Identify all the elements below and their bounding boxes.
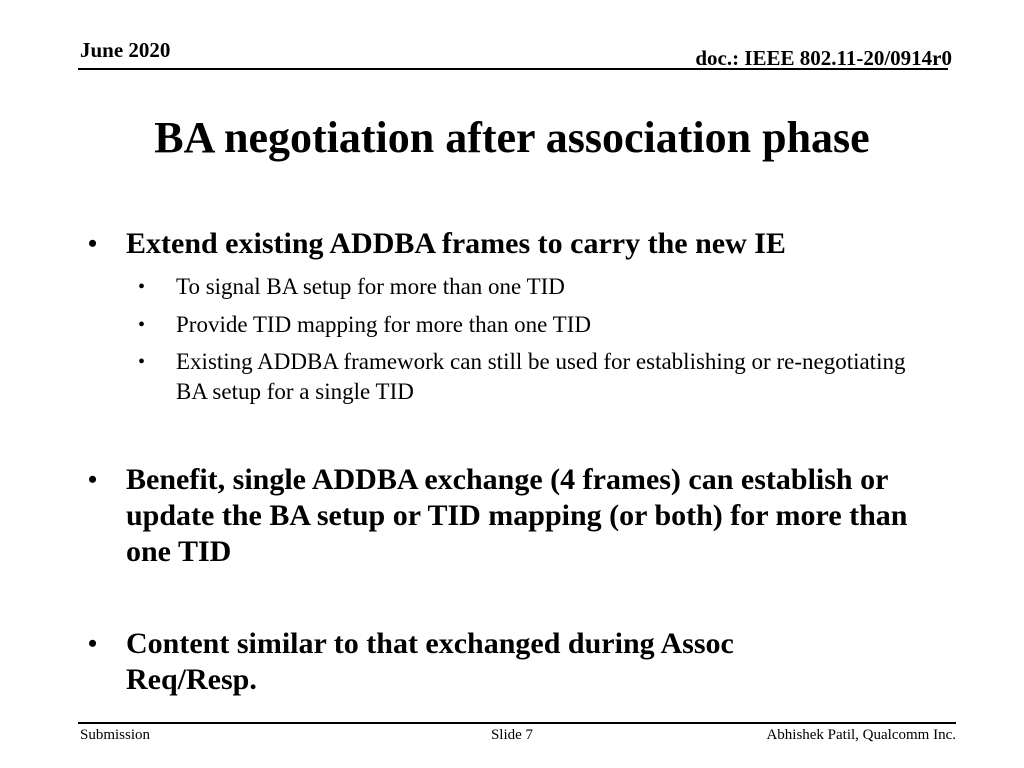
sub-bullet-text: To signal BA setup for more than one TID [176, 274, 565, 299]
footer-submission: Submission [80, 727, 151, 743]
footer-divider [78, 722, 956, 724]
footer-author: Abhishek Patil, Qualcomm Inc. [766, 727, 956, 743]
bullet-text: Content similar to that exchanged during Assoc Req/Resp. [126, 627, 734, 696]
sub-bullet-text: Existing ADDBA framework can still be used for establishing or re-negotiating BA setup for a single TID [176, 349, 906, 404]
bullet-marker: • [88, 629, 98, 658]
header-date: June 2020 [80, 38, 171, 62]
bullet-text: Extend existing ADDBA frames to carry the new IE [126, 227, 786, 260]
sub-bullet-text: Provide TID mapping for more than one TID [176, 312, 591, 337]
header-divider [78, 68, 948, 70]
footer-slide-number: Slide 7 [490, 727, 534, 743]
bullet-text: Benefit, single ADDBA exchange (4 frames) can establish or update the BA setup or TID mapping (or both) for more than one TID [126, 463, 908, 568]
sub-bullet-marker: • [138, 276, 146, 298]
slide-title: BA negotiation after association phase [154, 113, 870, 162]
bullet-marker: • [88, 465, 98, 494]
header-doc-id: doc.: IEEE 802.11-20/0914r0 [695, 46, 952, 70]
sub-bullet-marker: • [138, 314, 146, 336]
sub-bullet-marker: • [138, 351, 146, 373]
bullet-marker: • [88, 229, 98, 258]
